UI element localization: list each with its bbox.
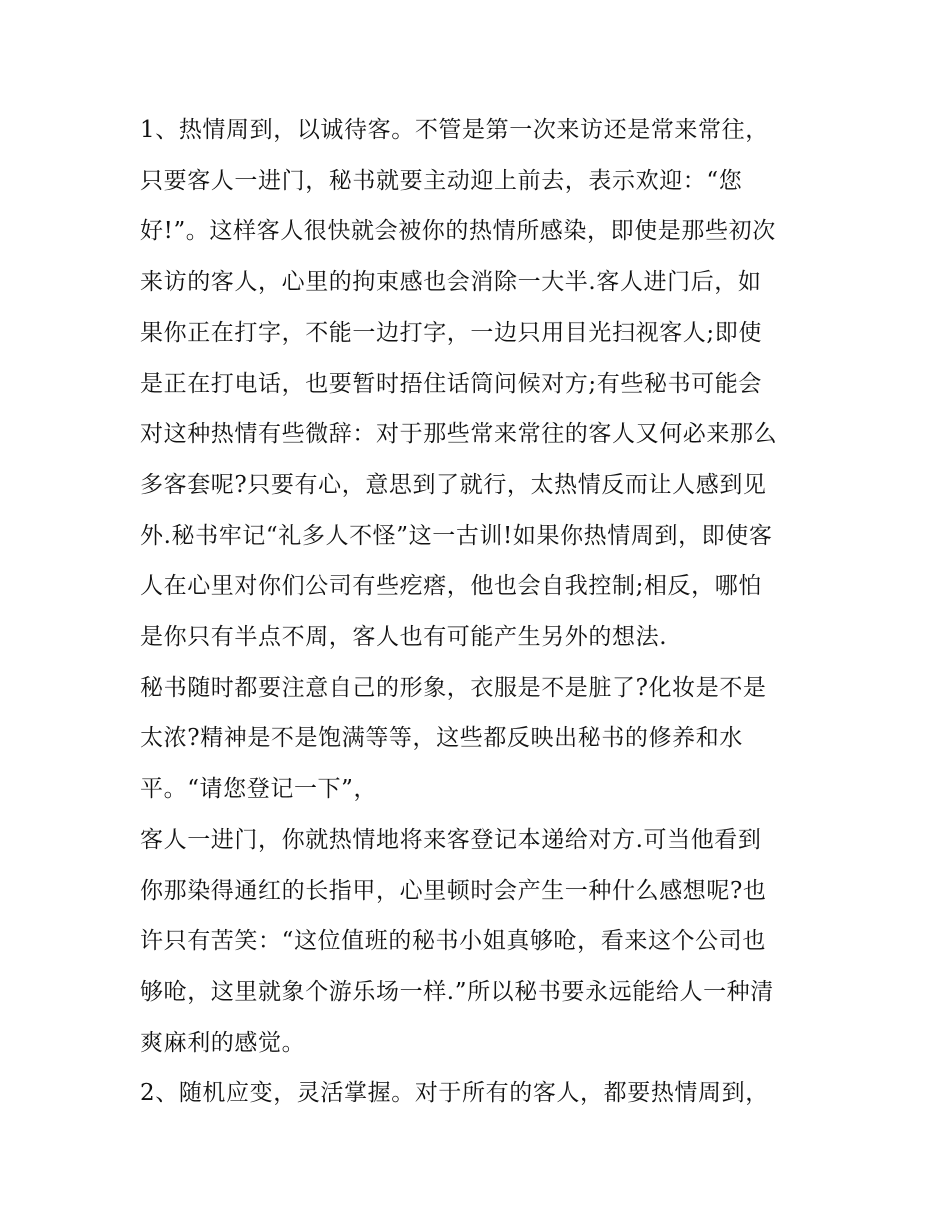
text-line-7: 对这种热情有些微辞：对于那些常来常往的客人又何必来那么 bbox=[140, 421, 778, 447]
text-line-18: 够呛，这里就象个游乐场一样.”所以秘书要永远能给人一种清 bbox=[140, 979, 774, 1005]
text-line-19: 爽麻利的感觉。 bbox=[140, 1030, 306, 1056]
text-line-10: 人在心里对你们公司有些疙瘩，他也会自我控制;相反，哪怕 bbox=[140, 573, 762, 599]
text-line-5: 果你正在打字，不能一边打字，一边只用目光扫视客人;即使 bbox=[140, 320, 762, 346]
text-line-15: 客人一进门，你就热情地将来客登记本递给对方.可当他看到 bbox=[140, 827, 762, 853]
text-line-6: 是正在打电话，也要暂时捂住话筒问候对方;有些秘书可能会 bbox=[140, 371, 762, 397]
text-line-8: 多客套呢?只要有心，意思到了就行，太热情反而让人感到见 bbox=[140, 472, 767, 498]
text-line-3: 好!”。这样客人很快就会被你的热情所感染，即使是那些初次 bbox=[140, 218, 776, 244]
text-line-16: 你那染得通红的长指甲，心里顿时会产生一种什么感想呢?也 bbox=[140, 878, 767, 904]
text-line-11: 是你只有半点不周，客人也有可能产生另外的想法. bbox=[140, 624, 668, 650]
text-line-20: 2、随机应变，灵活掌握。对于所有的客人，都要热情周到， bbox=[140, 1080, 769, 1106]
text-line-9: 外.秘书牢记“礼多人不怪”这一古训!如果你热情周到，即使客 bbox=[140, 523, 773, 549]
text-line-4: 来访的客人，心里的拘束感也会消除一大半.客人进门后，如 bbox=[140, 269, 762, 295]
text-line-1: 1、热情周到，以诚待客。不管是第一次来访还是常来常往， bbox=[140, 117, 769, 143]
text-line-14: 平。“请您登记一下”， bbox=[140, 776, 378, 802]
text-line-2: 只要客人一进门，秘书就要主动迎上前去，表示欢迎：“您 bbox=[140, 168, 743, 194]
text-line-13: 太浓?精神是不是饱满等等，这些都反映出秘书的修养和水 bbox=[140, 725, 743, 751]
text-line-12: 秘书随时都要注意自己的形象，衣服是不是脏了?化妆是不是 bbox=[140, 675, 767, 701]
text-line-17: 许只有苦笑：“这位值班的秘书小姐真够呛，看来这个公司也 bbox=[140, 928, 766, 954]
